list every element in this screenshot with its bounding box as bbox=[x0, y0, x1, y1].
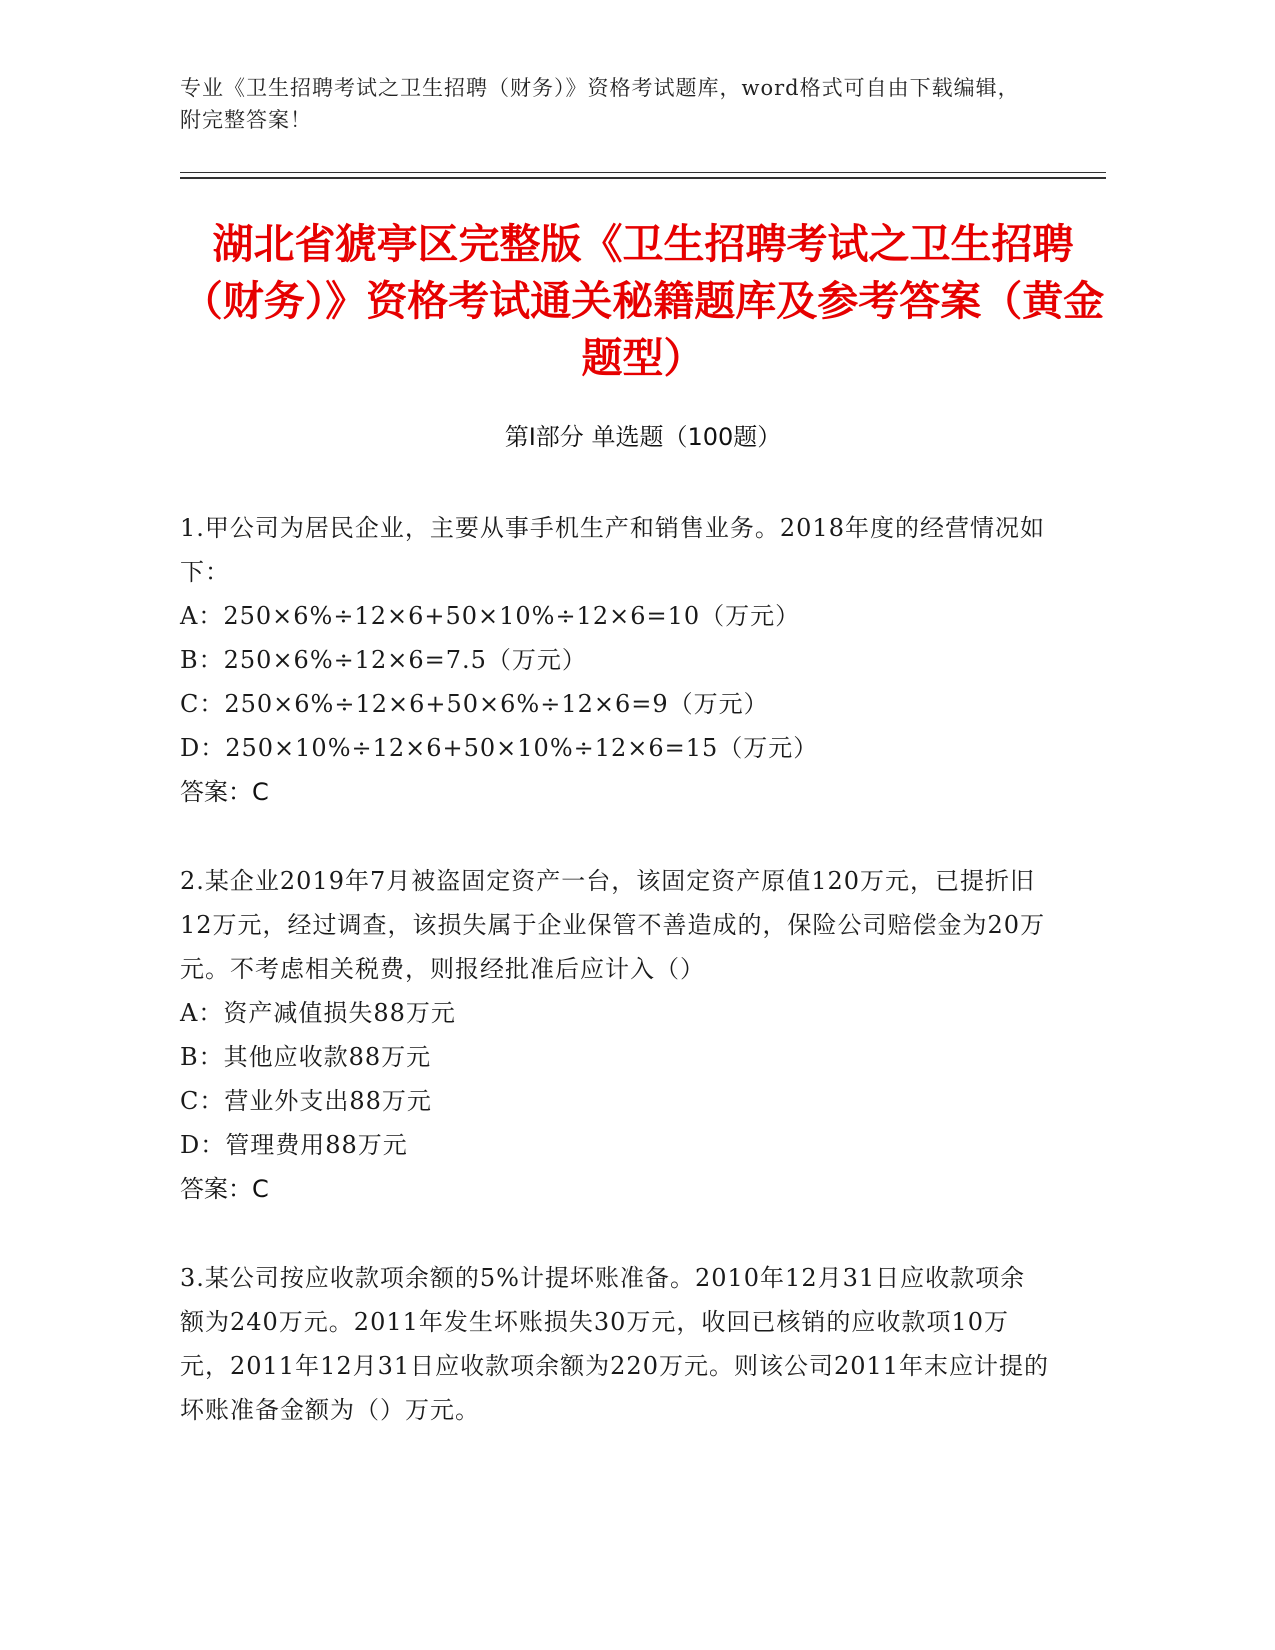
option-d: D：管理费用88万元 bbox=[180, 1131, 408, 1159]
question-list bbox=[180, 506, 1050, 1477]
question-stem: 2.某企业2019年7月被盗固定资产一台，该固定资产原值120万元，已提折旧12万元，经过调查，该损失属于企业保管不善造成的，保险公司赔偿金为20万元。不考虑相关税费，则报经批准后应计入（） bbox=[180, 867, 1046, 983]
answer-line: 答案：C bbox=[180, 1175, 269, 1203]
question-item bbox=[180, 1256, 1050, 1432]
section-heading: 第Ⅰ部分 单选题（100题） bbox=[504, 423, 782, 451]
question-stem: 3.某公司按应收款项余额的5%计提坏账准备。2010年12月31日应收款项余额为240万元。2011年发生坏账损失30万元，收回已核销的应收款项10万元，2011年12月31日应收款项余额为220万元。则该公司2011年末应计提的坏账准备金额为（）万元。 bbox=[180, 1264, 1050, 1424]
question-item bbox=[180, 506, 1050, 814]
question-item bbox=[180, 859, 1050, 1211]
answer-line: 答案：C bbox=[180, 778, 269, 806]
header-divider-top bbox=[180, 172, 1106, 173]
question-stem: 1.甲公司为居民企业，主要从事手机生产和销售业务。2018年度的经营情况如下： bbox=[180, 514, 1045, 586]
option-c: C：250×6%÷12×6+50×6%÷12×6=9（万元） bbox=[180, 690, 769, 718]
header-note: 专业《卫生招聘考试之卫生招聘（财务）》资格考试题库，word格式可自由下载编辑，附完整答案！ bbox=[180, 76, 1020, 132]
document-title: 湖北省猇亭区完整版《卫生招聘考试之卫生招聘（财务）》资格考试通关秘籍题库及参考答案（黄金题型） bbox=[181, 220, 1105, 382]
option-c: C：营业外支出88万元 bbox=[180, 1087, 432, 1115]
header-divider-bottom bbox=[180, 177, 1106, 179]
option-d: D：250×10%÷12×6+50×10%÷12×6=15（万元） bbox=[180, 734, 819, 762]
option-a: A：资产减值损失88万元 bbox=[180, 999, 456, 1027]
option-a: A：250×6%÷12×6+50×10%÷12×6=10（万元） bbox=[180, 602, 801, 630]
option-b: B：其他应收款88万元 bbox=[180, 1043, 432, 1071]
option-b: B：250×6%÷12×6=7.5（万元） bbox=[180, 646, 587, 674]
